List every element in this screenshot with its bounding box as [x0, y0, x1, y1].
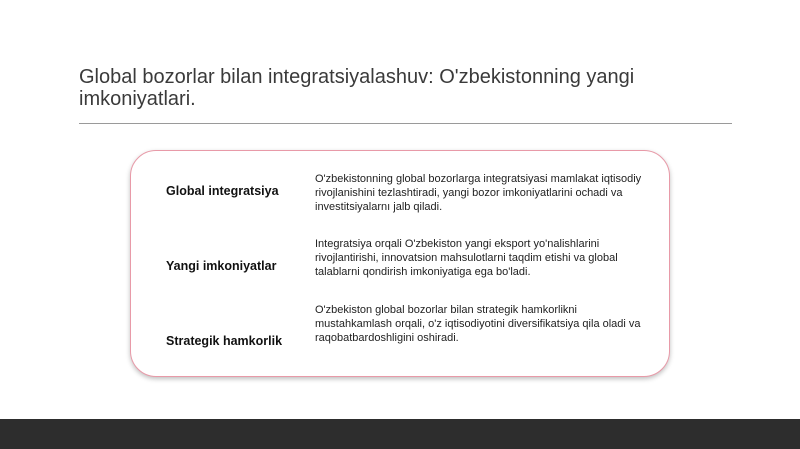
title-divider — [79, 123, 732, 124]
row-text-global-integratsiya: O'zbekistonning global bozorlarga integratsiyasi mamlakat iqtisodiy rivojlanishini tezlashtiradi, yangi bozor imkoniyatlarini ochadi va investitsiyalarnı jalb qiladi. — [315, 173, 642, 213]
row-label-yangi-imkoniyatlar: Yangi imkoniyatlar — [166, 259, 277, 273]
row-text-yangi-imkoniyatlar: Integratsiya orqali O'zbekiston yangi eksport yo'nalishlarini rivojlantirishi, innovatsion mahsulotlarni taqdim etishi va global talablarni qondirish imkoniyatiga ega bo'ladi. — [315, 238, 618, 278]
footer-bar — [0, 419, 800, 449]
row-text-strategik-hamkorlik: O'zbekiston global bozorlar bilan strategik hamkorlikni mustahkamlash orqali, o'z iqtisodiyotini diversifikatsiya qila oladi va raqobatbardoshligini oshiradi. — [315, 304, 641, 344]
row-label-global-integratsiya: Global integratsiya — [166, 184, 279, 198]
row-label-strategik-hamkorlik: Strategik hamkorlik — [166, 334, 283, 348]
slide-title: Global bozorlar bilan integratsiyalashuv: O'zbekistonning yangi imkoniyatlari. — [79, 66, 635, 110]
